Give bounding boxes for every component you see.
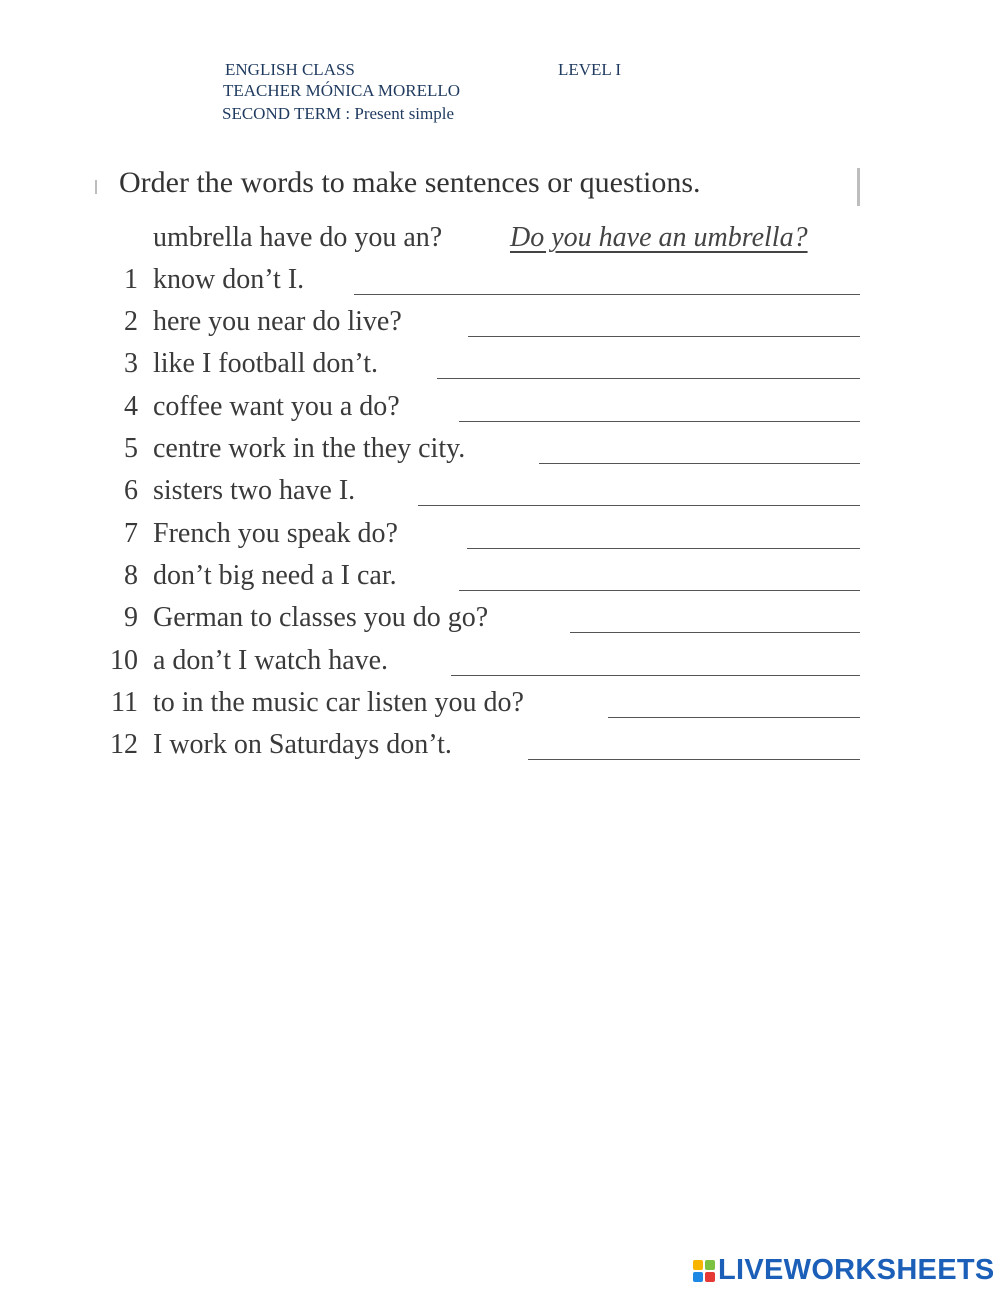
item-words: here you near do live? <box>153 306 402 337</box>
exercise-item <box>98 560 860 600</box>
scan-edge-mark <box>95 180 97 194</box>
exercise-item <box>98 687 860 727</box>
exercise-item <box>98 729 860 769</box>
item-words: to in the music car listen you do? <box>153 687 524 718</box>
scan-edge-mark <box>857 168 860 206</box>
item-number: 9 <box>124 602 138 633</box>
exercise-item <box>98 306 860 346</box>
exercise-item <box>98 602 860 642</box>
answer-line[interactable] <box>418 505 860 506</box>
class-label: ENGLISH CLASS <box>225 60 355 79</box>
item-words: know don’t I. <box>153 264 305 295</box>
exercise-sheet <box>98 160 860 772</box>
liveworksheets-mark-icon <box>693 1260 715 1282</box>
term-label: SECOND TERM : Present simple <box>222 104 455 123</box>
item-words: I work on Saturdays don’t. <box>153 729 452 760</box>
item-number: 6 <box>124 475 138 506</box>
liveworksheets-logo[interactable] <box>693 1256 995 1285</box>
item-words: sisters two have I. <box>153 475 356 506</box>
exercise-instruction: Order the words to make sentences or questions. <box>119 166 701 199</box>
item-number: 4 <box>124 391 138 422</box>
answer-line[interactable] <box>528 759 860 760</box>
answer-line[interactable] <box>467 548 860 549</box>
item-number: 2 <box>124 306 138 337</box>
item-number: 12 <box>110 729 138 760</box>
item-words: coffee want you a do? <box>153 391 400 422</box>
exercise-item <box>98 645 860 685</box>
brand-name: LIVEWORKSHEETS <box>718 1254 995 1286</box>
answer-line[interactable] <box>437 378 860 379</box>
exercise-item <box>98 348 860 388</box>
item-words: French you speak do? <box>153 518 398 549</box>
example-answer: Do you have an umbrella? <box>510 222 808 253</box>
item-words: like I football don’t. <box>153 348 378 379</box>
item-words: don’t big need a I car. <box>153 560 397 591</box>
example-row <box>98 222 860 262</box>
exercise-item <box>98 391 860 431</box>
exercise-item <box>98 475 860 515</box>
item-words: centre work in the they city. <box>153 433 466 464</box>
answer-line[interactable] <box>608 717 860 718</box>
item-words: a don’t I watch have. <box>153 645 389 676</box>
answer-line[interactable] <box>459 590 860 591</box>
item-number: 7 <box>124 518 138 549</box>
item-words: German to classes you do go? <box>153 602 489 633</box>
answer-line[interactable] <box>451 675 860 676</box>
answer-line[interactable] <box>539 463 860 464</box>
answer-line[interactable] <box>459 421 860 422</box>
exercise-item <box>98 264 860 304</box>
item-number: 1 <box>124 264 138 295</box>
item-number: 10 <box>110 645 138 676</box>
answer-line[interactable] <box>570 632 860 633</box>
item-number: 3 <box>124 348 138 379</box>
exercise-item <box>98 518 860 558</box>
example-words: umbrella have do you an? <box>153 222 443 253</box>
exercise-item <box>98 433 860 473</box>
answer-line[interactable] <box>354 294 860 295</box>
answer-line[interactable] <box>468 336 860 337</box>
item-number: 5 <box>124 433 138 464</box>
item-number: 11 <box>111 687 138 718</box>
teacher-label: TEACHER MÓNICA MORELLO <box>223 81 461 100</box>
level-label: LEVEL I <box>558 60 622 79</box>
item-number: 8 <box>124 560 138 591</box>
